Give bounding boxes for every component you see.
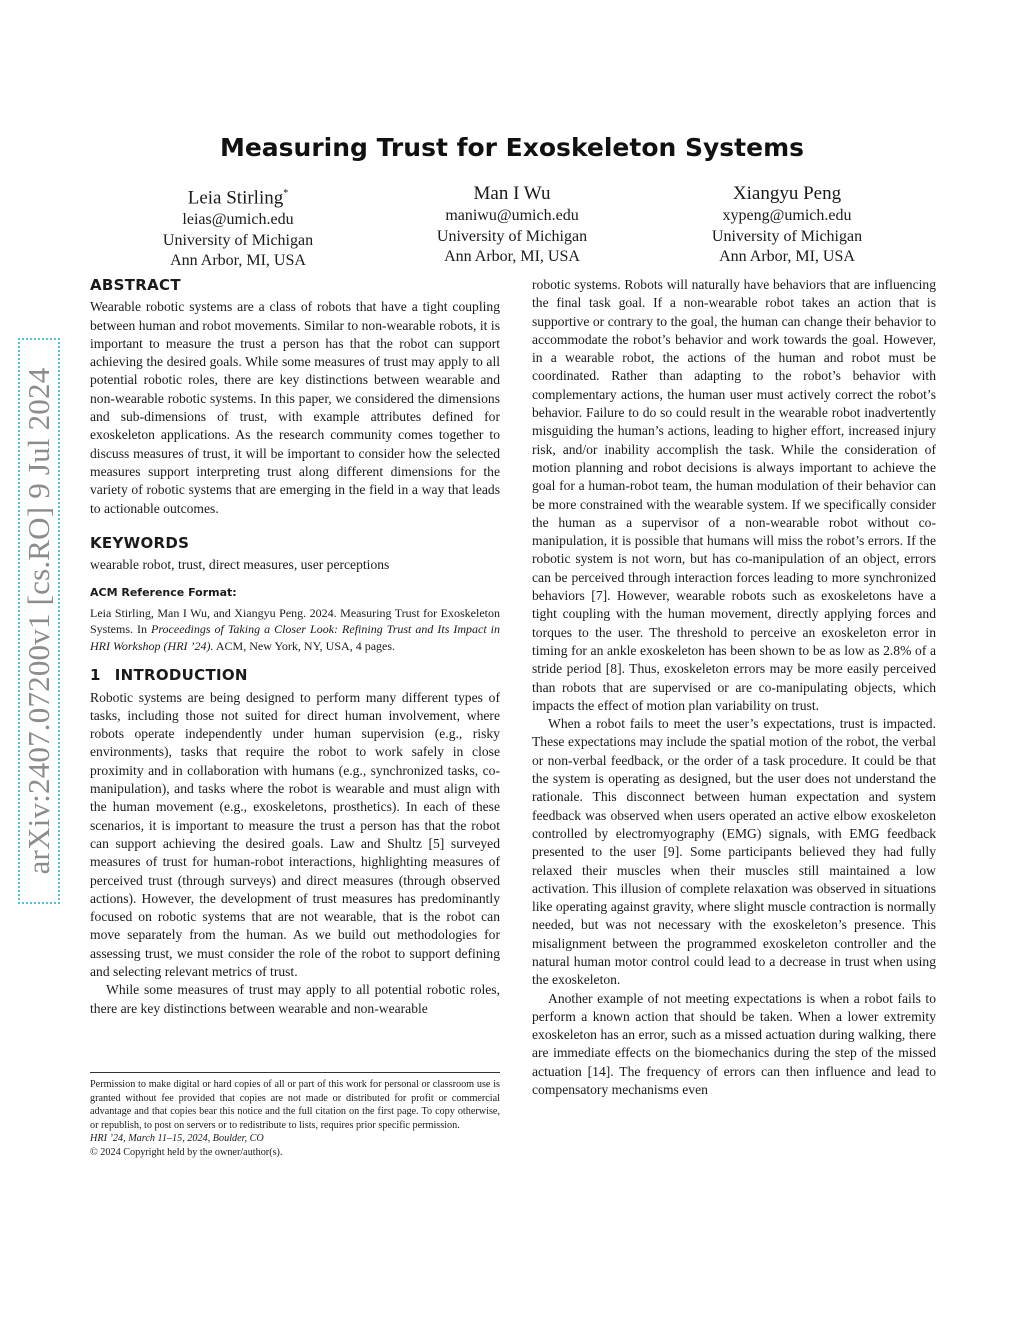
author-footnote-mark: *: [283, 188, 289, 199]
keywords-heading: KEYWORDS: [90, 533, 190, 552]
author-card: [657, 182, 917, 268]
author-block: [90, 182, 934, 270]
arxiv-id: arXiv:2407.07200v1 [cs.RO] 9 Jul 2024: [21, 367, 56, 875]
acm-reference-heading: ACM Reference Format:: [90, 586, 237, 600]
copyright-text: © 2024 Copyright held by the owner/author(s).: [90, 1146, 283, 1158]
acm-reference: [90, 584, 500, 654]
body-paragraph: When a robot fails to meet the user’s expectations, trust is impacted. These expectations may include the spatial motion of the robot, the verbal or non-verbal feedback, or the order of a task procedure. It could be that the system is operating as designed, but the user does not understand the rationale. This disconnect between human expectation and system feedback was observed when users operated an active elbow exoskeleton controlled by electromyography (EMG) signals, with EMG feedback presented to the user [9]. Some participants believed they had fully relaxed their muscles when their muscles still maintained a low activation. This illusion of complete relaxation was observed in situations like operating against gravity, where slight muscle contraction is normally needed, but was not necessary with the exoskeleton’s presence. This misalignment between the programmed exoskeleton controller and the natural human motor control could lead to a decrease in trust when using the exoskeleton.: [532, 716, 936, 988]
author-location: Ann Arbor, MI, USA: [444, 248, 580, 265]
permission-footnote: [90, 1072, 500, 1160]
body-paragraph: robotic systems. Robots will naturally have behaviors that are influencing the final task goal. If a non-wearable robot takes an action that is supportive or contrary to the goal, the human can change their behavior to accommodate the robot’s behavior and work towards the goal. However, in a wearable robot, the actions of the human and robot must be coordinated. Rather than adapting to the robot’s behavior with complementary actions, the human user must actively correct the robot’s behavior. Failure to do so could result in the wearable robot inadvertently misguiding the human’s actions, leading to higher effort, increased injury risk, and/or inability accomplish the task. While the consideration of motion planning and robot decisions is always important to achieve the goal for a human-robot team, the human modulation of their behavior can be more constrained with the wearable system. If we specifically consider the human as a supervisor of a non-wearable robot without co-manipulation, it is possible that humans will miss the robot’s errors. If the robotic system is not worn, but has co-manipulation of an object, errors can be perceived through interaction forces leading to more synchronized behaviors [7]. However, wearable robots such as exoskeletons have a tight coupling with the human movement, directly applying forces and torques to the user. The threshold to perceive an exoskeleton error in timing for an ankle exoskeleton has been shown to be as low as 2.8% of a stride period [8]. Thus, exoskeleton errors may be more easily perceived than robots that are supervised or are co-manipulating objects, which impacts the effect of motion plan variability on trust.: [532, 277, 936, 713]
author-affiliation: University of Michigan: [711, 227, 863, 245]
intro-heading: 1 INTRODUCTION: [90, 666, 248, 685]
author-card: [108, 182, 368, 272]
author-email: leias@umich.edu: [182, 211, 294, 229]
author-affiliation: University of Michigan: [162, 231, 314, 249]
author-name: Leia Stirling*: [187, 187, 289, 209]
left-column: [90, 276, 500, 1018]
author-location: Ann Arbor, MI, USA: [170, 252, 306, 270]
intro-paragraph: Robotic systems are being designed to perform many different types of tasks, including those not suited for direct human involvement, where robots operate independently under human supervision (e.g., risky environments), tasks that require the robot to work safely in close proximity and in collaboration with humans (e.g., synchronized tasks, co-manipulation), and tasks where the robot is wearable and must align with the human movement (e.g., exoskeletons, prosthetics). In each of these scenarios, it is important to measure the trust a person has that the robot can support achieving the desired goals. Law and Shultz [5] surveyed measures of trust for human-robot interactions, highlighting measures of perceived trust (through surveys) and direct measures (through observed actions). However, the development of trust measures has predominantly focused on robotic systems that are not wearable, that is the robot can move separately from the human. As we build out methodologies for assessing trust, we must consider the role of the robot to support defining and selecting relevant metrics of trust.: [90, 689, 500, 979]
keywords-text: wearable robot, trust, direct measures, user perceptions: [90, 557, 390, 573]
author-affiliation: University of Michigan: [436, 227, 588, 245]
right-column: [532, 276, 936, 1099]
author-name: Man I Wu: [473, 183, 551, 204]
author-card: [382, 182, 642, 268]
author-location: Ann Arbor, MI, USA: [719, 248, 855, 265]
author-email: xypeng@umich.edu: [722, 207, 852, 224]
paper-title: Measuring Trust for Exoskeleton Systems: [219, 133, 805, 162]
author-name: Xiangyu Peng: [732, 183, 842, 204]
author-email: maniwu@umich.edu: [445, 207, 579, 224]
permission-text: Permission to make digital or hard copies of all or part of this work for personal or classroom use is granted without fee provided that copies are not made or distributed for profit or commercial advantage and that copies bear this notice and the full citation on the first page. To copy otherwise, or republish, to post on servers or to redistribute to lists, requires prior specific permission.: [90, 1079, 500, 1131]
intro-paragraph: While some measures of trust may apply to all potential robotic roles, there are key distinctions between wearable and non-wearable: [90, 982, 500, 1016]
acm-reference-text: Leia Stirling, Man I Wu, and Xiangyu Peng. 2024. Measuring Trust for Exoskeleton Systems. In Proceedings of Taking a Closer Look: Refining Trust and Its Impact in HRI Workshop (HRI ’24). ACM, New York, NY, USA, 4 pages.: [90, 605, 500, 653]
body-paragraph: Another example of not meeting expectations is when a robot fails to perform a known action that should be taken. When a lower extremity exoskeleton has an error, such as a missed actuation during walking, there are immediate effects on the biomechanics during the step of the missed actuation [14]. The frequency of errors can then influence and lead to compensatory mechanisms even: [532, 990, 936, 1098]
arxiv-stamp: [18, 338, 60, 904]
abstract-text: Wearable robotic systems are a class of robots that have a tight coupling between human and robot movements. Similar to non-wearable robots, it is important to measure the trust a person has that the robot can support achieving the desired goals. While some measures of trust may apply to all potential robotic roles, there are key distinctions between wearable and non-wearable robotic systems. In this paper, we considered the dimensions and sub-dimensions of trust, with example attributes defined for exoskeleton applications. As the research community comes together to discuss measures of trust, it will be important to consider how the selected measures support interpreting trust along different dimensions for the variety of robotic systems that are emerging in the field in a way that leads to actionable outcomes.: [90, 299, 500, 516]
abstract-heading: ABSTRACT: [90, 276, 181, 294]
conference-info: HRI ’24, March 11–15, 2024, Boulder, CO: [90, 1133, 264, 1145]
